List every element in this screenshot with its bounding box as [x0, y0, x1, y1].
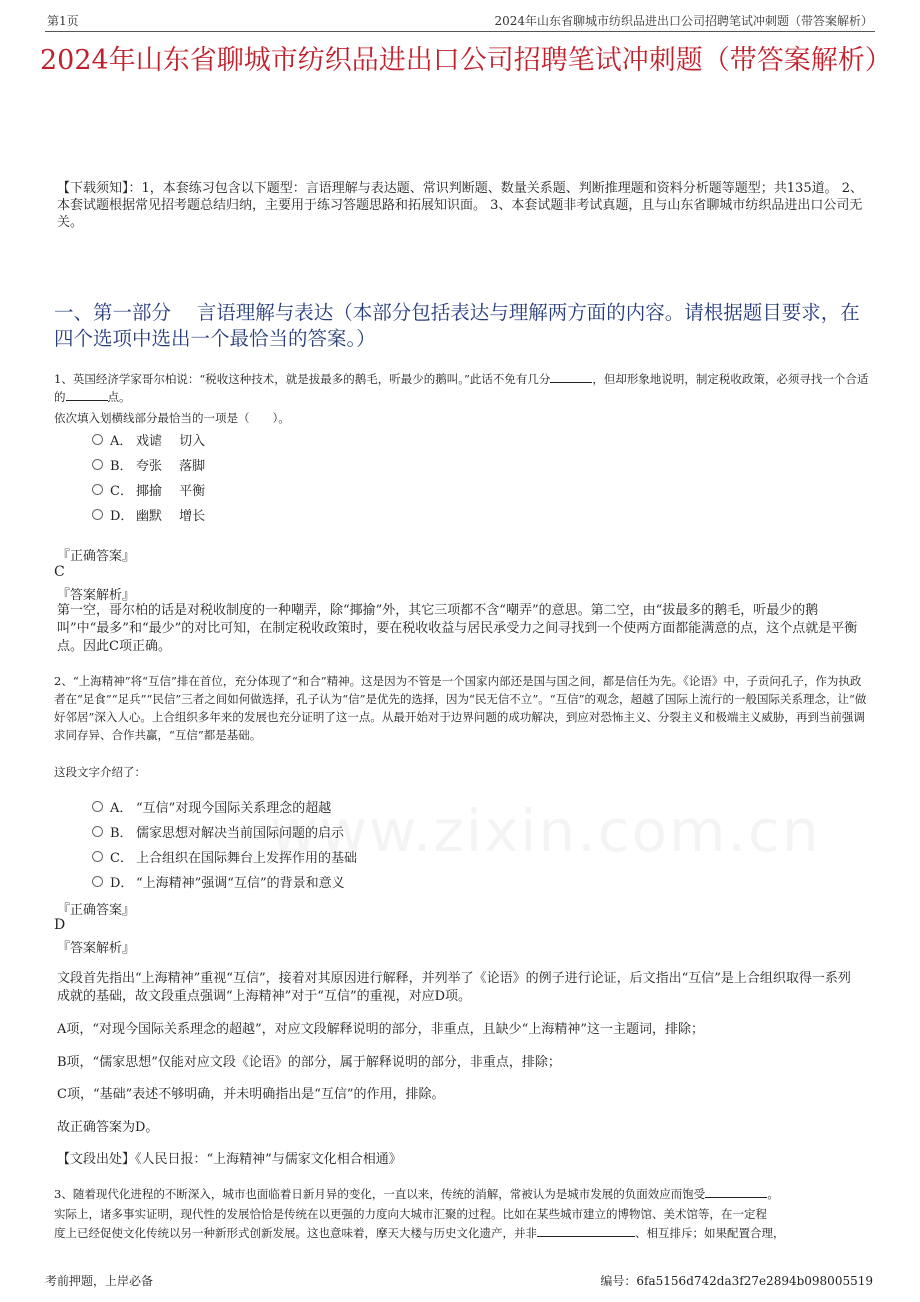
- answer-value: D: [54, 917, 66, 933]
- radio-icon[interactable]: [92, 851, 103, 862]
- radio-icon[interactable]: [92, 434, 103, 445]
- header-page-number: 第1页: [47, 14, 79, 28]
- option-b[interactable]: B． 儒家思想对解决当前国际问题的启示: [92, 819, 357, 844]
- header-divider: [45, 31, 875, 32]
- q1-stem-part-c: 点。: [107, 390, 131, 404]
- q3-line3-end: 、相互排斥；如果配置合理，: [635, 1226, 785, 1240]
- question-3-line-1: [54, 1185, 872, 1203]
- q3-line1-text: 3、随着现代化进程的不断深入，城市也面临着日新月异的变化，一直以来，传统的消解，常被认为是城市发展的负面效应而饱受: [54, 1187, 706, 1201]
- radio-icon[interactable]: [92, 876, 103, 887]
- question-2-prompt: 这段文字介绍了：: [54, 765, 146, 779]
- radio-icon[interactable]: [92, 826, 103, 837]
- blank-underline: [550, 372, 592, 383]
- blank-underline: [537, 1226, 635, 1237]
- analysis-label: 『答案解析』: [57, 588, 136, 603]
- radio-icon[interactable]: [92, 484, 103, 495]
- question-3-line-3: [54, 1224, 872, 1242]
- answer-label: 『正确答案』: [57, 903, 136, 918]
- analysis-paragraph-5: 故正确答案为D。: [57, 1120, 159, 1135]
- answer-value: C: [54, 564, 65, 580]
- option-d[interactable]: D． “上海精神”强调“互信”的背景和意义: [92, 869, 357, 894]
- question-1-prompt: 依次填入划横线部分最恰当的一项是（ ）。: [54, 411, 290, 425]
- option-c[interactable]: C． 上合组织在国际舞台上发挥作用的基础: [92, 844, 357, 869]
- download-notice: 【下载须知】：1，本套练习包含以下题型：言语理解与表达题、常识判断题、数量关系题、判断推理题和资料分析题等题型；共135道。 2、本套试题根据常见招考题总结归纳，主要用于练习答题思路和拓展知识面。 3、本套试题非考试真题，且与山东省聊城市纺织品进出口公司无关。: [57, 181, 863, 230]
- analysis-paragraph-3: B项，“儒家思想”仅能对应文段《论语》的部分，属于解释说明的部分，非重点，排除；: [57, 1055, 561, 1070]
- option-a[interactable]: A． “互信”对现今国际关系理念的超越: [92, 794, 357, 819]
- analysis-label: 『答案解析』: [57, 941, 136, 956]
- analysis-paragraph-2: A项，“对现今国际关系理念的超越”，对应文段解释说明的部分，非重点，且缺少“上海精神”这一主题词，排除；: [57, 1022, 704, 1037]
- radio-icon[interactable]: [92, 801, 103, 812]
- radio-icon[interactable]: [92, 509, 103, 520]
- question-1-stem: [54, 370, 872, 406]
- q1-stem-part-a: 1、英国经济学家哥尔柏说：“税收这种技术，就是拔最多的鹅毛，听最少的鹅叫。”此话不免有几分: [54, 372, 551, 386]
- option-a[interactable]: A． 戏谑 切入: [92, 427, 205, 452]
- page-title: 2024年山东省聊城市纺织品进出口公司招聘笔试冲刺题（带答案解析）: [40, 45, 892, 76]
- blank-underline: [705, 1187, 767, 1198]
- question-2-stem: 2、“上海精神”将“互信”排在首位，充分体现了“和合”精神。这是因为不管是一个国家内部还是国与国之间，都是信任为先。《论语》中，子贡问孔子，作为执政者在“足食”“足兵”“民信”三者之间如何做选择，孔子认为“信”是优先的选择，因为“民无信不立”。“互信”的观念，超越了国际上流行的一般国际关系理念，让“做好邻居”深入人心。上合组织多年来的发展也充分证明了这一点。从最开始对于边界问题的成功解决，到应对恐怖主义、分裂主义和极端主义威胁，再到当前强调求同存异、合作共赢，“互信”都是基础。: [54, 674, 867, 742]
- analysis-text: 第一空，哥尔柏的话是对税收制度的一种嘲弄，除“揶揄”外，其它三项都不含“嘲弄”的意思。第二空，由“拔最多的鹅毛，听最少的鹅叫”中“最多”和“最少”的对比可知，在制定税收政策时，要在税收收益与居民承受力之间寻找到一个使两方面都能满意的点，这个点就是平衡点。因此C项正确。: [57, 603, 858, 654]
- option-c[interactable]: C． 揶揄 平衡: [92, 477, 205, 502]
- analysis-paragraph-4: C项，“基础”表述不够明确，并未明确指出是“互信”的作用，排除。: [57, 1087, 445, 1102]
- q3-line1-end: 。: [767, 1187, 779, 1201]
- option-d[interactable]: D． 幽默 增长: [92, 502, 205, 527]
- q1-stem-part-b: ，但却形象地说明，制定税收政策，必须寻找一个合适的: [54, 372, 869, 404]
- footer-left: 考前押题，上岸必备: [45, 1274, 154, 1288]
- radio-icon[interactable]: [92, 459, 103, 470]
- question-2-options: [92, 794, 357, 894]
- analysis-paragraph-1: 文段首先指出“上海精神”重视“互信”，接着对其原因进行解释，并列举了《论语》的例子进行论证，后文指出“互信”是上合组织取得一系列成就的基础，故文段重点强调“上海精神”对于“互信”的重视，对应D项。: [57, 971, 851, 1004]
- question-3-line-2: 实际上，诸多事实证明，现代性的发展恰恰是传统在以更强的力度向大城市汇聚的过程。比如在某些城市建立的博物馆、美术馆等，在一定程: [54, 1207, 767, 1221]
- q3-line3-text: 度上已经促使文化传统以另一种新形式创新发展。这也意味着，摩天大楼与历史文化遗产，并非: [54, 1226, 537, 1240]
- section-heading: 一、第一部分 言语理解与表达（本部分包括表达与理解两方面的内容。请根据题目要求，在四个选项中选出一个最恰当的答案。）: [54, 301, 860, 350]
- option-b[interactable]: B． 夸张 落脚: [92, 452, 205, 477]
- question-1-options: [92, 427, 205, 527]
- answer-label: 『正确答案』: [57, 549, 136, 564]
- header-doc-title: 2024年山东省聊城市纺织品进出口公司招聘笔试冲刺题（带答案解析）: [494, 14, 873, 28]
- blank-underline: [66, 390, 108, 401]
- footer-doc-id: 编号：6fa5156d742da3f27e2894b098005519: [600, 1274, 873, 1288]
- source-citation: 【文段出处】《人民日报：“上海精神”与儒家文化相合相通》: [57, 1152, 402, 1167]
